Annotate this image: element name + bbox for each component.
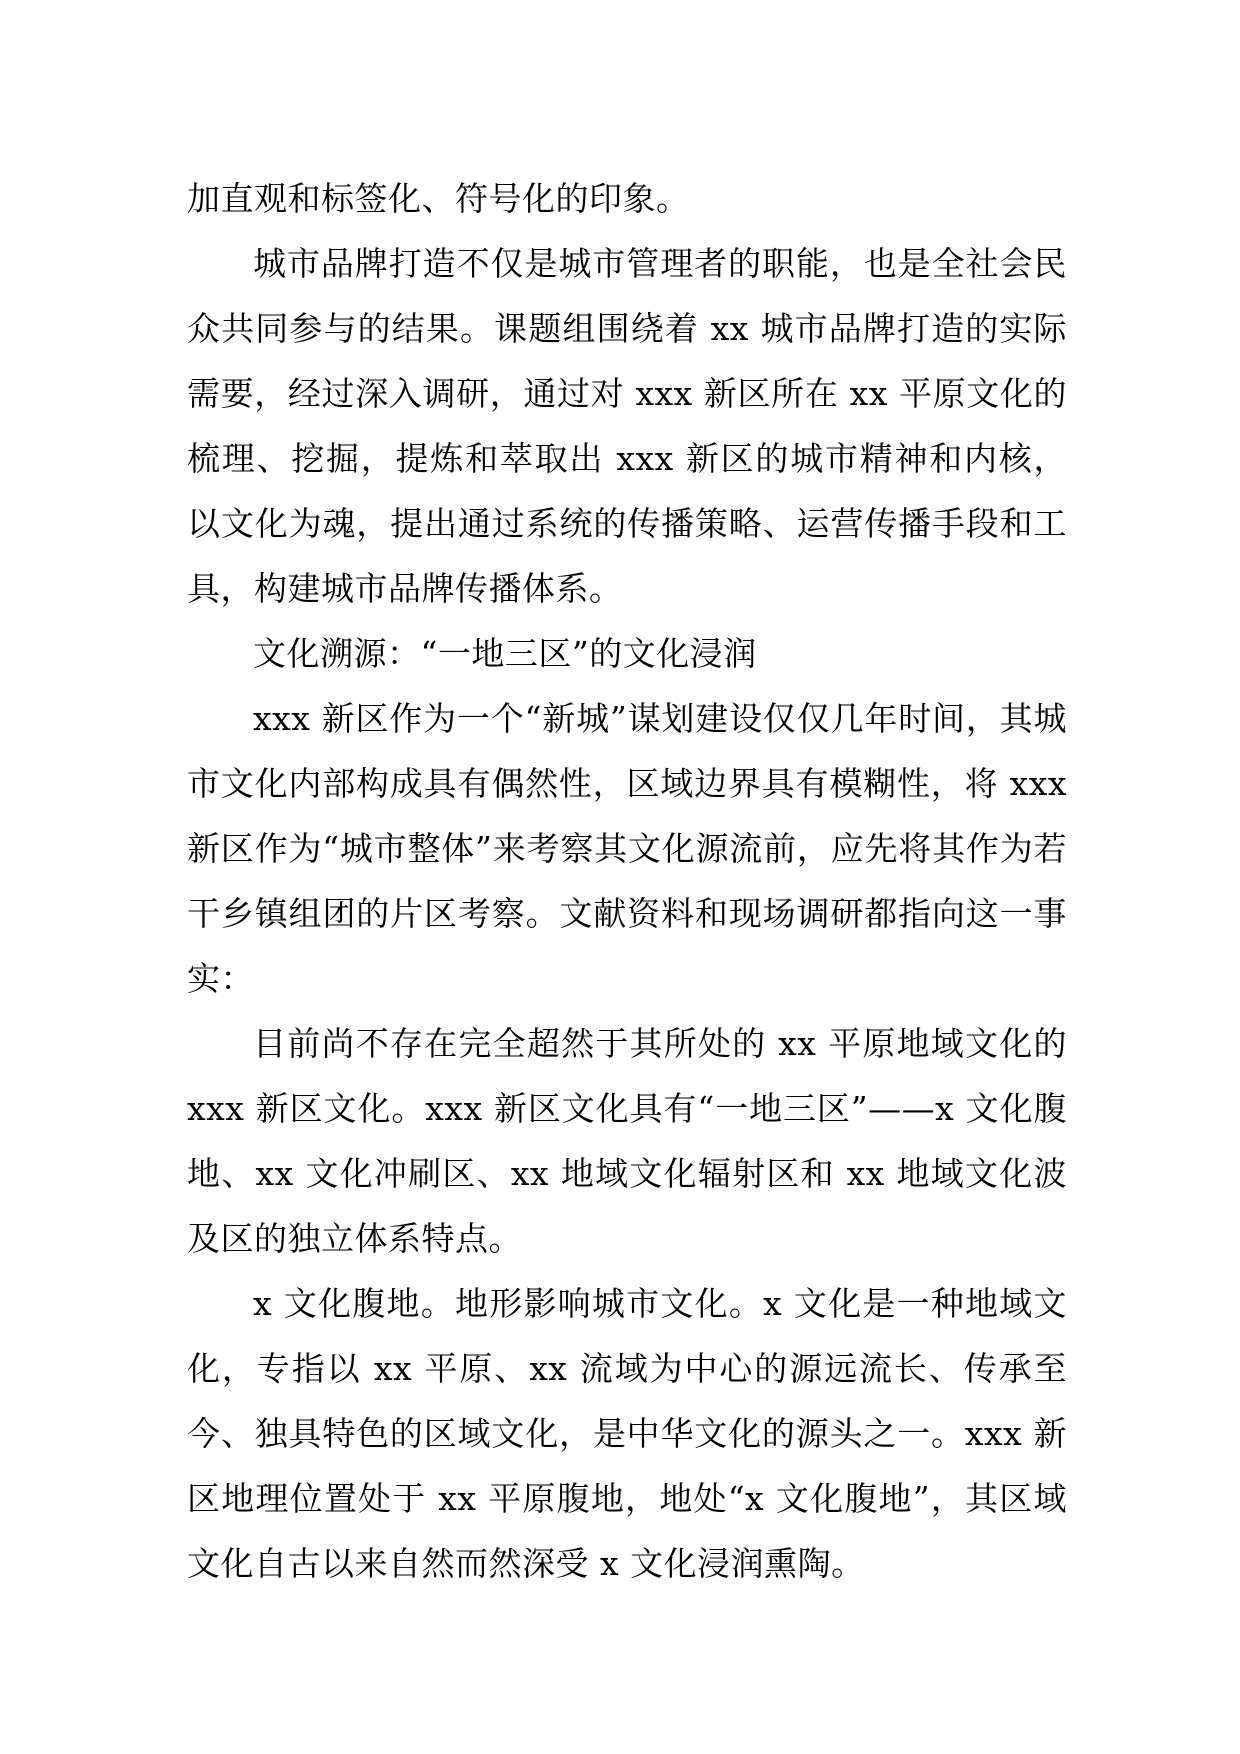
paragraph-new-district: xxx 新区作为一个“新城”谋划建设仅仅几年时间，其城市文化内部构成具有偶然性，区域边界具有模糊性，将 xxx 新区作为“城市整体”来考察其文化源流前，应先将其作为若干乡镇组团的片区考察。文献资料和现场调研都指向这一事实：: [187, 699, 1067, 998]
paragraph-regional-culture: 目前尚不存在完全超然于其所处的 xx 平原地域文化的 xxx 新区文化。xxx 新区文化具有“一地三区”——x 文化腹地、xx 文化冲刷区、xx 地域文化辐射区和 xx 地域文化波及区的独立体系特点。: [187, 1024, 1067, 1258]
document-body: [187, 166, 1067, 1596]
paragraph-culture-heartland: x 文化腹地。地形影响城市文化。x 文化是一种地域文化，专指以 xx 平原、xx 流域为中心的源远流长、传承至今、独具特色的区域文化，是中华文化的源头之一。xxx 新区地理位置处于 xx 平原腹地，地处“x 文化腹地”，其区域文化自古以来自然而然深受 x 文化浸润熏陶。: [187, 1284, 1067, 1583]
paragraph-continuation: 加直观和标签化、符号化的印象。: [187, 179, 690, 218]
paragraph-city-brand: 城市品牌打造不仅是城市管理者的职能，也是全社会民众共同参与的结果。课题组围绕着 xx 城市品牌打造的实际需要，经过深入调研，通过对 xxx 新区所在 xx 平原文化的梳理、挖掘，提炼和萃取出 xxx 新区的城市精神和内核，以文化为魂，提出通过系统的传播策略、运营传播手段和工具，构建城市品牌传播体系。: [187, 244, 1067, 608]
section-heading-culture-origin: 文化溯源：“一地三区”的文化浸润: [253, 634, 757, 673]
